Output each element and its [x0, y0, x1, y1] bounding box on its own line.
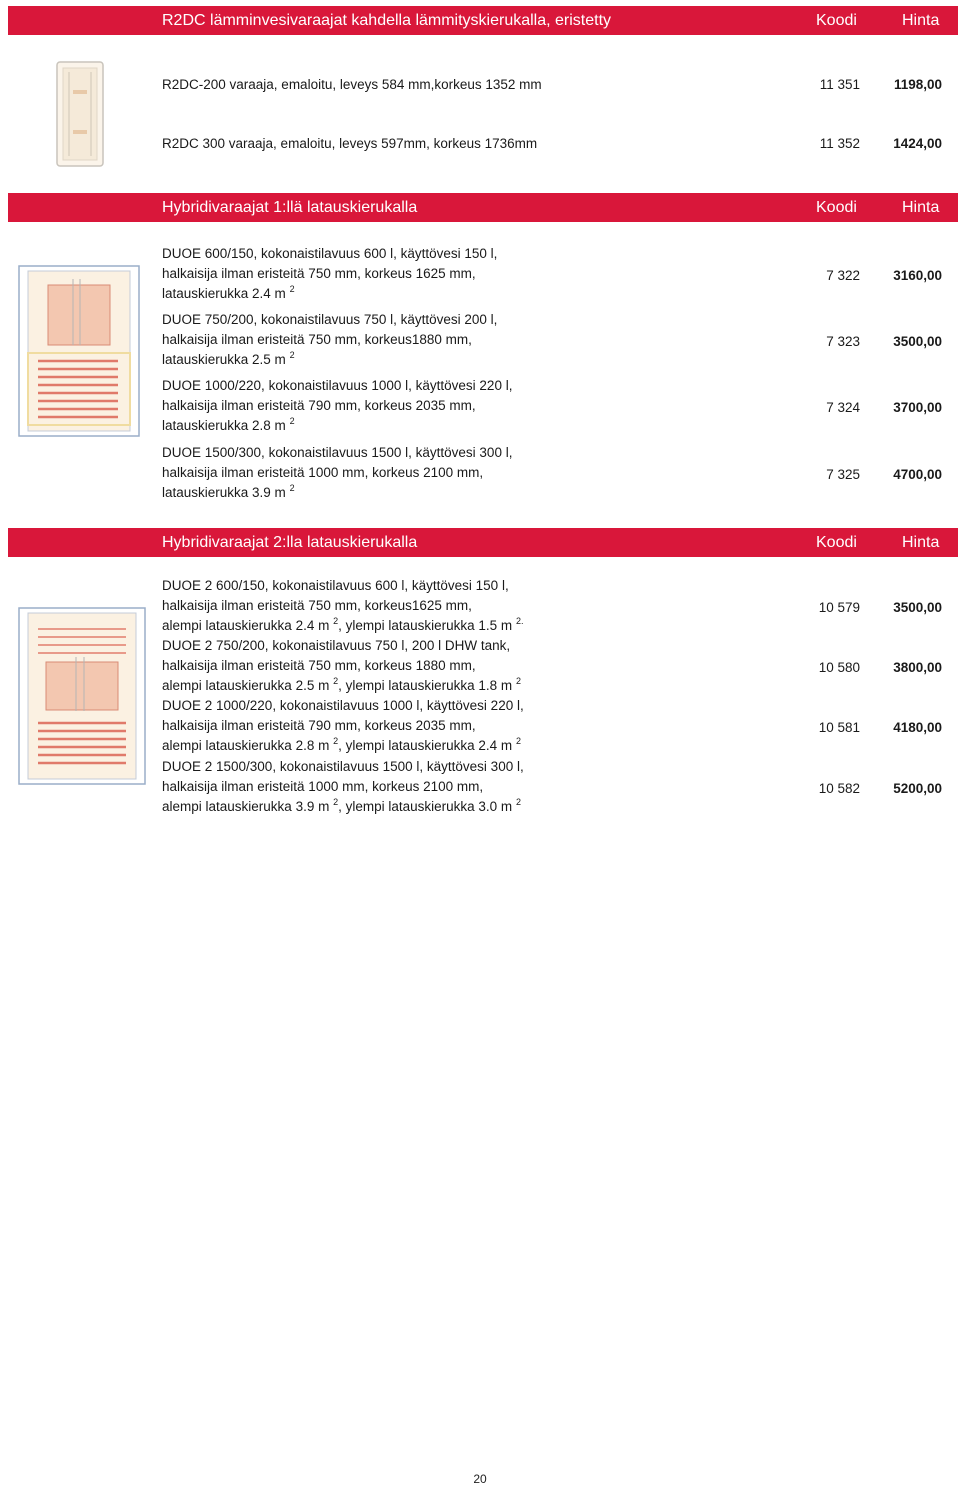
hybrid-2-coil-tank-image	[18, 607, 146, 785]
duoe2-1000-description: DUOE 2 1000/220, kokonaistilavuus 1000 l, käyttövesi 220 l, halkaisija ilman eristeitä 790 mm, korkeus 2035 mm, alempi latauskierukka 2.8 m $^2$, ylempi latauskierukka 2.4 m $^2$	[162, 698, 524, 753]
price-column-header: Hinta	[902, 534, 940, 551]
duoe-600-code: 7 322	[826, 268, 860, 283]
duoe-1000-code: 7 324	[826, 400, 860, 415]
duoe2-1500-code: 10 582	[818, 781, 860, 796]
code-column-header: Koodi	[816, 199, 857, 216]
r2dc-200-price: 1198,00	[893, 77, 942, 92]
section-title: R2DC lämminvesivaraajat kahdella lämmityskierukalla, eristetty	[162, 12, 612, 29]
duoe2-1000-price: 4180,00	[893, 720, 942, 735]
duoe2-600-price: 3500,00	[893, 600, 942, 615]
duoe2-750-description: DUOE 2 750/200, kokonaistilavuus 750 l, 200 l DHW tank, halkaisija ilman eristeitä 750 mm, korkeus 1880 mm, alempi latauskierukka 2.5 m $^2$, ylempi latauskierukka 1.8 m $^2$	[162, 638, 521, 693]
r2dc-tank-image	[55, 60, 105, 168]
code-column-header: Koodi	[816, 534, 857, 551]
section-title: Hybridivaraajat 1:llä latauskierukalla	[162, 199, 418, 216]
duoe-750-description: DUOE 750/200, kokonaistilavuus 750 l, käyttövesi 200 l, halkaisija ilman eristeitä 750 mm, korkeus1880 mm, latauskierukka 2.5 m $^2$	[162, 312, 498, 367]
section-header-hybrid-1	[8, 193, 958, 222]
duoe-600-price: 3160,00	[893, 268, 942, 283]
section-header-r2dc	[8, 6, 958, 35]
duoe-1500-description: DUOE 1500/300, kokonaistilavuus 1500 l, käyttövesi 300 l, halkaisija ilman eristeitä 1000 mm, korkeus 2100 mm, latauskierukka 3.9 m $^2$	[162, 445, 513, 500]
duoe2-1500-description: DUOE 2 1500/300, kokonaistilavuus 1500 l, käyttövesi 300 l, halkaisija ilman eristeitä 1000 mm, korkeus 2100 mm, alempi latauskierukka 3.9 m $^2$, ylempi latauskierukka 3.0 m $^2$	[162, 759, 524, 814]
r2dc-200-description: R2DC-200 varaaja, emaloitu, leveys 584 mm,korkeus 1352 mm	[162, 77, 542, 92]
duoe2-600-code: 10 579	[818, 600, 860, 615]
duoe-1000-description: DUOE 1000/220, kokonaistilavuus 1000 l, käyttövesi 220 l, halkaisija ilman eristeitä 790 mm, korkeus 2035 mm, latauskierukka 2.8 m $^2$	[162, 378, 513, 433]
r2dc-300-description: R2DC 300 varaaja, emaloitu, leveys 597mm, korkeus 1736mm	[162, 136, 538, 151]
duoe2-750-code: 10 580	[818, 660, 860, 675]
duoe-750-code: 7 323	[826, 334, 860, 349]
duoe2-600-description: DUOE 2 600/150, kokonaistilavuus 600 l, käyttövesi 150 l, halkaisija ilman eristeitä 750 mm, korkeus1625 mm, alempi latauskierukka 2.4 m $^2$, ylempi latauskierukka 1.5 m $^{2.}$	[162, 578, 524, 633]
duoe-1500-code: 7 325	[826, 467, 860, 482]
duoe2-1500-price: 5200,00	[893, 781, 942, 796]
price-column-header: Hinta	[902, 12, 940, 29]
r2dc-200-code: 11 351	[819, 77, 860, 92]
r2dc-300-code: 11 352	[819, 136, 860, 151]
duoe2-750-price: 3800,00	[893, 660, 942, 675]
section-header-hybrid-2	[8, 528, 958, 557]
code-column-header: Koodi	[816, 12, 857, 29]
page-number: 20	[473, 1472, 487, 1486]
duoe-1000-price: 3700,00	[893, 400, 942, 415]
duoe-750-price: 3500,00	[893, 334, 942, 349]
section-title: Hybridivaraajat 2:lla latauskierukalla	[162, 534, 418, 551]
r2dc-300-price: 1424,00	[893, 136, 942, 151]
hybrid-1-coil-tank-image	[18, 265, 140, 437]
duoe2-1000-code: 10 581	[818, 720, 860, 735]
price-column-header: Hinta	[902, 199, 940, 216]
duoe-600-description: DUOE 600/150, kokonaistilavuus 600 l, käyttövesi 150 l, halkaisija ilman eristeitä 750 mm, korkeus 1625 mm, latauskierukka 2.4 m $^2$	[162, 246, 498, 301]
duoe-1500-price: 4700,00	[893, 467, 942, 482]
